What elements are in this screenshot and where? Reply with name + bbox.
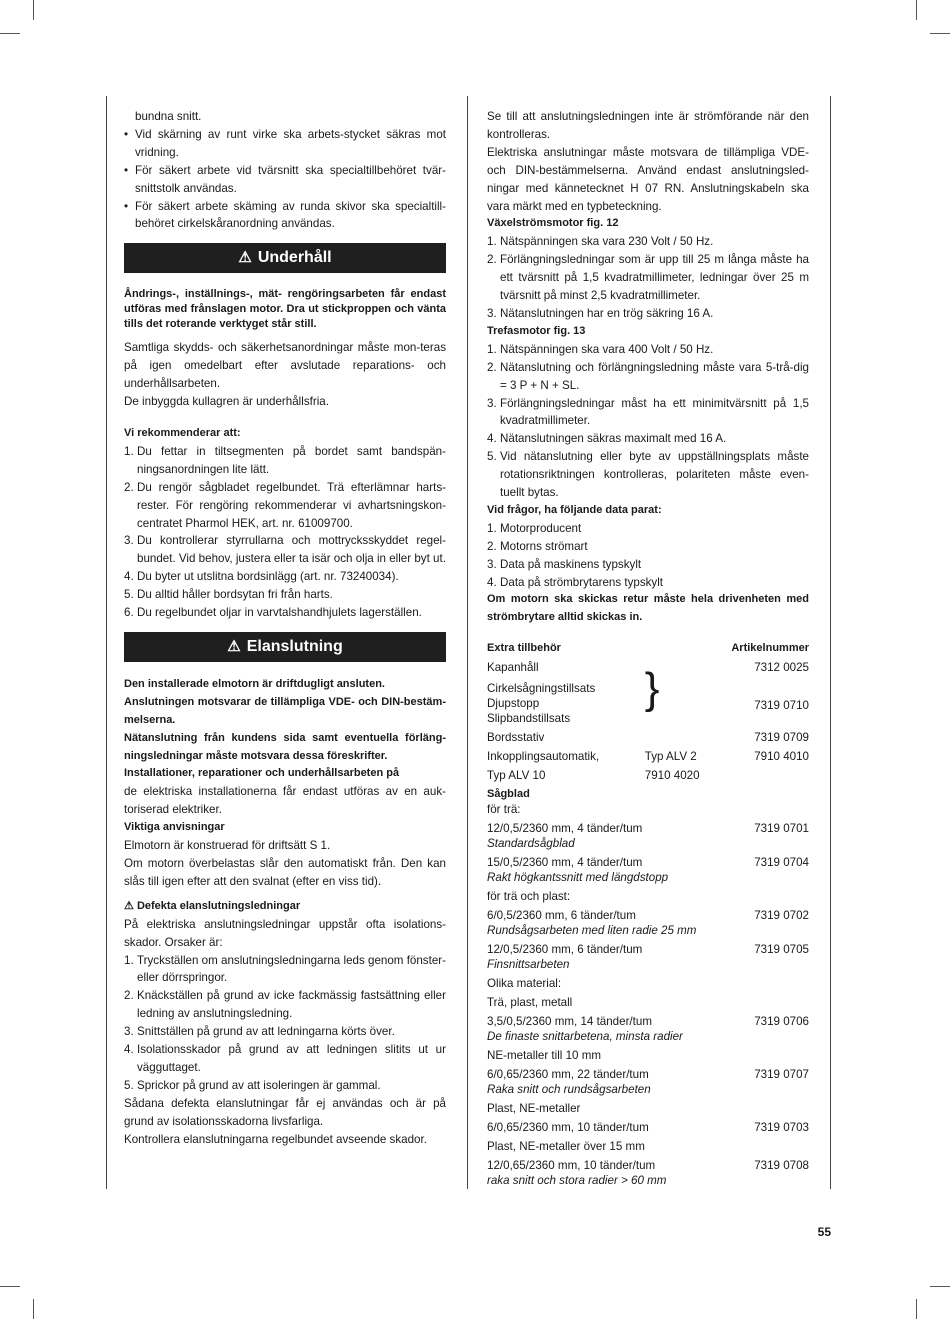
viktiga-text: Om motorn överbelastas slår den automatiskt från. Den kan slås till igen efter att den svalnat (efter en viss tid). bbox=[124, 857, 446, 888]
list-item: • För säkert arbete vid tvärsnitt ska specialtillbehöret tvär-snittstolk användas. bbox=[124, 163, 446, 195]
list-item: 2. Motorns strömart bbox=[487, 539, 588, 553]
right-para: Se till att anslutningsledningen inte är strömförande när den kontrolleras. bbox=[487, 110, 809, 141]
table-row: Olika material: bbox=[487, 977, 562, 991]
list-item: 3. Du kontrollerar styrrullarna och mottrycksskyddet regel-bundet. Vid behov, justera eller ta isär och olja in eller byt ut. bbox=[124, 534, 446, 566]
list-item: 5. Vid nätanslutning eller byte av uppställningsplats måste rotationsriktningen kontrolleras, polariteten måste even-tuellt bytas. bbox=[487, 450, 809, 500]
crop-mark bbox=[930, 1286, 950, 1287]
table-row: Extra tillbehör Artikelnummer bbox=[487, 642, 809, 655]
crop-mark bbox=[0, 33, 20, 34]
list-item: 1. Tryckställen om anslutningsledningarna leds genom fönster- eller dörrspringor. bbox=[124, 953, 446, 985]
el-bold: Anslutningen motsvarar de tillämpliga VDE- och DIN-bestäm-melserna. bbox=[124, 695, 446, 726]
list-item: 1. Du fettar in tiltsegmenten på bordet samt bandspän-ningsanordningen lite lätt. bbox=[124, 444, 446, 476]
page-number: 55 bbox=[817, 1225, 831, 1239]
list-item: 2. Du rengör sågbladet regelbundet. Trä efterlämnar harts-rester. För rengöring rekommenderar vi avhartsningskon-centratet Pharmol HEK, art. nr. 61009700. bbox=[124, 480, 446, 530]
table-row: Trä, plast, metall bbox=[487, 996, 573, 1010]
trefas-heading: Trefasmotor fig. 13 bbox=[487, 324, 586, 337]
list-item: 5. Du alltid håller bordsytan fri från harts. bbox=[124, 588, 333, 602]
el-bold: Nätanslutning från kundens sida samt eventuella förläng-ningsledningar måste motsvara dessa föreskrifter. bbox=[124, 731, 446, 762]
crop-mark bbox=[916, 1299, 917, 1319]
vaxel-heading: Växelströmsmotor fig. 12 bbox=[487, 217, 619, 230]
defekta-intro: På elektriska anslutningsledningar uppstår ofta isolations-skador. Orsaker är: bbox=[124, 917, 446, 949]
crop-mark bbox=[0, 1286, 20, 1287]
viktiga-text: Elmotorn är konstruerad för driftsätt S 1. bbox=[124, 839, 331, 853]
table-row: Plast, NE-metaller över 15 mm bbox=[487, 1140, 645, 1154]
table-row: för trä och plast: bbox=[487, 890, 571, 904]
defekta-heading: ⚠ Defekta elanslutningsledningar bbox=[124, 899, 301, 912]
crop-mark bbox=[33, 1299, 34, 1319]
accessories-table bbox=[487, 641, 809, 1192]
column-rule-left bbox=[106, 96, 107, 1189]
right-para: Elektriska anslutningar måste motsvara de tillämpliga VDE- och DIN-bestämmelserna. Använd endast anslutningsled-ningar med kännetecknet H 07 RN. Anslutningskabeln ska vara märkt med en typbeteckning. bbox=[487, 145, 809, 213]
list-item: • För säkert arbete skäming av runda skivor ska specialtill-behöret cirkelskåranordning användas. bbox=[124, 199, 446, 231]
el-bold: Installationer, reparationer och underhållsarbeten på bbox=[124, 767, 400, 780]
list-item: 1. Nätspänningen ska vara 230 Volt / 50 Hz. bbox=[487, 235, 714, 249]
left-column bbox=[124, 108, 446, 1149]
crop-mark bbox=[930, 33, 950, 34]
defekta-outro: Sådana defekta elanslutningar får ej användas och är på grund av isolationsskadorna livsfarliga. bbox=[124, 1096, 446, 1128]
el-text: de elektriska installationerna får endast utföras av en auk-toriserad elektriker. bbox=[124, 785, 446, 817]
underhall-para: De inbyggda kullagren är underhållsfria. bbox=[124, 395, 329, 409]
list-item: 4. Data på strömbrytarens typskylt bbox=[487, 575, 664, 589]
table-row: 6/0,5/2360 mm, 6 tänder/tum Rundsågsarbeten med liten radie 25 mm 7319 0702 bbox=[487, 909, 809, 938]
table-row: 12/0,5/2360 mm, 4 tänder/tum Standardsågblad 7319 0701 bbox=[487, 822, 809, 851]
table-row: 12/0,65/2360 mm, 10 tänder/tum raka snitt och stora radier > 60 mm 7319 0708 bbox=[487, 1159, 809, 1188]
list-item: 2. Nätanslutning och förlängningsledning måste vara 5-trå-dig = 3 P + N + SL. bbox=[487, 360, 809, 392]
fragor-heading: Vid frågor, ha följande data parat: bbox=[487, 503, 662, 516]
list-item: 3. Data på maskinens typskylt bbox=[487, 557, 642, 571]
list-item: • Vid skärning av runt virke ska arbets-stycket säkras mot vridning. bbox=[124, 127, 446, 159]
list-item: 1. Nätspänningen ska vara 400 Volt / 50 Hz. bbox=[487, 342, 714, 356]
underhall-banner: ⚠ Underhåll bbox=[124, 243, 446, 273]
list-item: 6. Du regelbundet oljar in varvtalshandhjulets lagerställen. bbox=[124, 606, 422, 620]
column-rule-middle bbox=[467, 96, 468, 1189]
list-item: 4. Du byter ut utslitna bordsinlägg (art. nr. 73240034). bbox=[124, 570, 399, 584]
table-row: NE-metaller till 10 mm bbox=[487, 1049, 602, 1063]
table-row: 6/0,65/2360 mm, 22 tänder/tum Raka snitt och rundsågsarbeten 7319 0707 bbox=[487, 1068, 809, 1097]
list-item: 3. Förlängningsledningar måst ha ett minimitvärsnitt på 1,5 kvadratmillimeter. bbox=[487, 396, 809, 428]
list-item: 4. Nätanslutningen säkras maximalt med 16 A. bbox=[487, 432, 727, 446]
warning-triangle-icon: ⚠ bbox=[227, 637, 241, 655]
table-row: Cirkelsågningstillsats Djupstopp Slipbandstillsats } 7319 0710 bbox=[487, 681, 809, 730]
table-row: Sågblad bbox=[487, 788, 530, 801]
list-item: 3. Nätanslutningen har en trög säkring 16 A. bbox=[487, 306, 714, 320]
table-row: Plast, NE-metaller bbox=[487, 1102, 581, 1116]
table-row: Bordsstativ 7319 0709 bbox=[487, 731, 809, 745]
list-item: 4. Isolationsskador på grund av att ledningen slitits ut ur vägguttaget. bbox=[124, 1043, 446, 1074]
crop-mark bbox=[33, 0, 34, 20]
table-row: Typ ALV 10 7910 4020 bbox=[487, 769, 700, 783]
el-bold: Den installerade elmotorn är driftdugligt ansluten. bbox=[124, 677, 385, 690]
intro-continuation: bundna snitt. bbox=[135, 110, 202, 123]
rec-heading: Vi rekommenderar att: bbox=[124, 426, 241, 439]
warning-triangle-icon: ⚠ bbox=[238, 249, 252, 267]
underhall-warning: Åndrings-, inställnings-, mät- rengöringsarbeten får endast utföras med frånslagen motor. Dra ut stickproppen och vänta tills det roterande verktyget står still. bbox=[124, 288, 446, 331]
retur-note: Om motorn ska skickas retur måste hela drivenheten med strömbrytare alltid skickas in. bbox=[487, 593, 809, 624]
list-item: 2. Knäckställen på grund av icke fackmässig fastsättning eller ledning av anslutningsledning. bbox=[124, 989, 446, 1021]
table-row: 6/0,65/2360 mm, 10 tänder/tum 7319 0703 bbox=[487, 1121, 809, 1135]
underhall-para: Samtliga skydds- och säkerhetsanordningar måste mon-teras på igen omedelbart efter avslutade reparations- och underhållsarbeten. bbox=[124, 341, 446, 391]
brace-icon: } bbox=[644, 664, 660, 714]
table-row: Inkopplingsautomatik, Typ ALV 2 7910 4010 bbox=[487, 750, 809, 764]
list-item: 1. Motorproducent bbox=[487, 521, 582, 535]
elanslutning-banner: ⚠ Elanslutning bbox=[124, 632, 446, 662]
list-item: 5. Sprickor på grund av att isoleringen är gammal. bbox=[124, 1078, 381, 1092]
list-item: 2. Förlängningsledningar som är upp till 25 m långa måste ha ett tvärsnitt på 1,5 kvadratmillimeter, ledningar över 25 m tvärsnitt på minst 2,5 kvadratmillimeter. bbox=[487, 253, 809, 303]
defekta-outro: Kontrollera elanslutningarna regelbundet avseende skador. bbox=[124, 1132, 427, 1146]
crop-mark bbox=[916, 0, 917, 20]
viktiga-heading: Viktiga anvisningar bbox=[124, 821, 225, 834]
table-row: 15/0,5/2360 mm, 4 tänder/tum Rakt högkantssnitt med längdstopp 7319 0704 bbox=[487, 856, 809, 885]
warning-triangle-icon: ⚠ bbox=[124, 899, 134, 912]
list-item: 3. Snittställen på grund av att ledningarna körts över. bbox=[124, 1025, 395, 1039]
column-rule-right bbox=[830, 96, 831, 1189]
right-column bbox=[487, 108, 809, 1192]
table-row: 3,5/0,5/2360 mm, 14 tänder/tum De finaste snittarbetena, minsta radier 7319 0706 bbox=[487, 1015, 809, 1044]
table-row: Kapanhåll 7312 0025 bbox=[487, 661, 809, 675]
table-row: för trä: bbox=[487, 803, 521, 817]
table-row: 12/0,5/2360 mm, 6 tänder/tum Finsnittsarbeten 7319 0705 bbox=[487, 943, 809, 972]
